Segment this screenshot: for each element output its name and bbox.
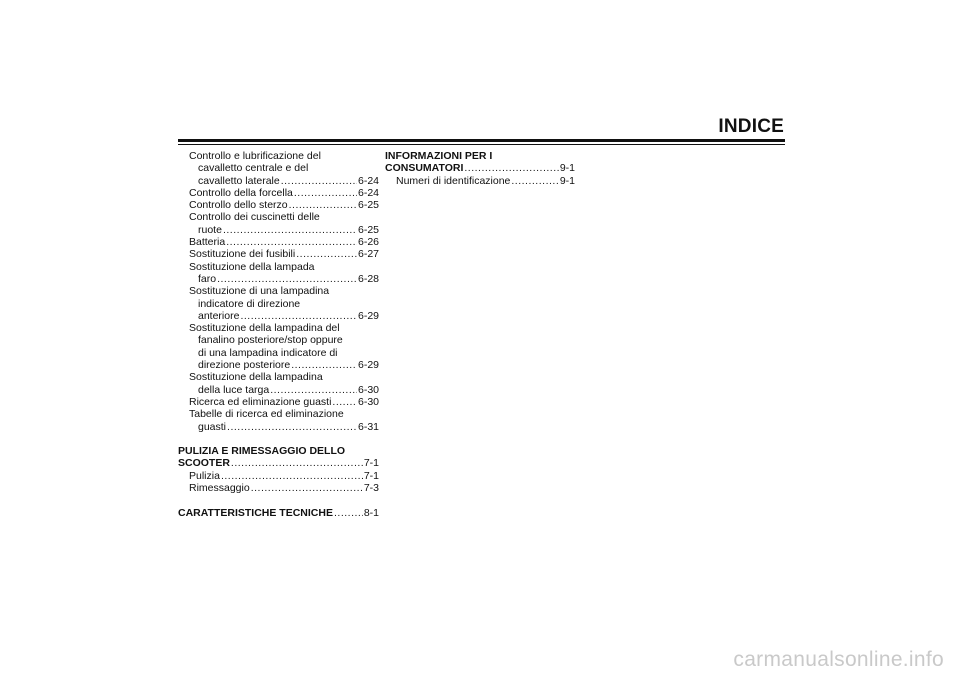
toc-spacer	[178, 433, 379, 445]
toc-entry-text: Pulizia	[189, 469, 220, 482]
toc-entry	[178, 162, 379, 174]
toc-leader-dots	[231, 457, 363, 469]
toc-page-number: 9-1	[559, 162, 575, 175]
toc-entry-text: direzione posteriore	[198, 359, 291, 372]
toc-page-number: 7-3	[363, 482, 379, 495]
toc-leader-dots	[221, 470, 363, 482]
toc-page-number: 6-25	[357, 223, 379, 236]
toc-page-number: 6-28	[357, 272, 379, 285]
toc-entry-text: cavalletto centrale e del	[198, 162, 309, 175]
toc-page-number: 8-1	[363, 506, 379, 519]
toc-leader-dots	[223, 224, 357, 236]
toc-entry-text: di una lampadina indicatore di	[198, 346, 338, 359]
toc-left-column	[178, 150, 379, 519]
toc-entry	[178, 347, 379, 359]
toc-page-number: 6-29	[357, 309, 379, 322]
toc-entry	[178, 211, 379, 223]
toc-page-number: 7-1	[363, 469, 379, 482]
toc-entry	[178, 236, 379, 248]
toc-entry-text: Sostituzione dei fusibili	[189, 248, 296, 261]
toc-entry	[178, 175, 379, 187]
toc-entry-text: CONSUMATORI	[385, 162, 464, 175]
toc-entry	[385, 175, 575, 187]
toc-entry	[178, 273, 379, 285]
toc-section-entry	[178, 457, 379, 469]
toc-entry	[178, 298, 379, 310]
toc-entry-text: Sostituzione della lampada	[189, 260, 315, 273]
toc-page-number: 9-1	[559, 174, 575, 187]
toc-entry	[178, 261, 379, 273]
toc-page-number: 6-26	[357, 236, 379, 249]
toc-entry-text: Batteria	[189, 236, 226, 249]
toc-entry-text: cavalletto laterale	[198, 174, 280, 187]
header-rule-thin	[178, 144, 785, 145]
toc-page-number: 7-1	[363, 457, 379, 470]
toc-leader-dots	[294, 187, 357, 199]
toc-entry	[178, 408, 379, 420]
toc-page-number: 6-29	[357, 359, 379, 372]
toc-entry-text: Controllo dello sterzo	[189, 199, 288, 212]
header-rule	[178, 139, 785, 142]
toc-entry	[178, 150, 379, 162]
toc-page-number: 6-30	[357, 395, 379, 408]
toc-entry	[178, 285, 379, 297]
toc-leader-dots	[464, 162, 558, 174]
toc-leader-dots	[332, 396, 357, 408]
toc-entry-text: Sostituzione della lampadina	[189, 371, 323, 384]
toc-entry-text: guasti	[198, 420, 227, 433]
toc-leader-dots	[511, 175, 558, 187]
toc-leader-dots	[227, 421, 357, 433]
toc-page-number: 6-30	[357, 383, 379, 396]
toc-entry	[178, 396, 379, 408]
toc-entry-text: SCOOTER	[178, 457, 230, 470]
toc-leader-dots	[281, 175, 357, 187]
toc-entry-text: Controllo e lubrificazione del	[189, 150, 321, 162]
toc-leader-dots	[226, 236, 357, 248]
toc-leader-dots	[291, 359, 357, 371]
toc-entry-text: INFORMAZIONI PER I	[385, 150, 493, 162]
toc-spacer	[178, 494, 379, 506]
toc-entry-text: indicatore di direzione	[198, 297, 301, 310]
toc-entry	[178, 371, 379, 383]
toc-section-entry	[385, 162, 575, 174]
toc-page-number: 6-31	[357, 420, 379, 433]
toc-leader-dots	[217, 273, 357, 285]
toc-entry	[178, 359, 379, 371]
toc-entry-text: Ricerca ed eliminazione guasti	[189, 395, 332, 408]
toc-entry	[178, 248, 379, 260]
toc-entry	[178, 224, 379, 236]
toc-entry-text: ruote	[198, 223, 222, 236]
toc-entry-text: fanalino posteriore/stop oppure	[198, 334, 343, 347]
toc-leader-dots	[334, 507, 363, 519]
toc-entry	[178, 334, 379, 346]
toc-right-column	[385, 150, 575, 187]
toc-page-number: 6-27	[357, 248, 379, 261]
toc-entry	[178, 482, 379, 494]
toc-entry	[178, 187, 379, 199]
toc-entry	[178, 384, 379, 396]
toc-entry	[178, 421, 379, 433]
toc-entry-text: Sostituzione della lampadina del	[189, 322, 340, 335]
toc-leader-dots	[270, 384, 357, 396]
toc-entry-text: anteriore	[198, 309, 240, 322]
toc-entry	[178, 322, 379, 334]
toc-entry	[178, 199, 379, 211]
toc-entry	[178, 470, 379, 482]
toc-leader-dots	[289, 199, 357, 211]
toc-entry-text: Numeri di identificazione	[396, 174, 511, 187]
toc-section-entry	[178, 445, 379, 457]
toc-entry-text: CARATTERISTICHE TECNICHE	[178, 506, 333, 519]
page-title: INDICE	[718, 116, 784, 137]
toc-entry-text: Rimessaggio	[189, 482, 250, 495]
toc-page-number: 6-24	[357, 174, 379, 187]
toc-section-entry	[178, 507, 379, 519]
toc-leader-dots	[251, 482, 363, 494]
toc-leader-dots	[296, 248, 357, 260]
watermark-text: carmanualsonline.info	[733, 648, 944, 671]
toc-entry	[178, 310, 379, 322]
toc-entry-text: Controllo dei cuscinetti delle	[189, 211, 320, 224]
toc-page-number: 6-24	[357, 186, 379, 199]
toc-entry-text: della luce targa	[198, 383, 270, 396]
toc-entry-text: Sostituzione di una lampadina	[189, 285, 330, 298]
toc-entry-text: Tabelle di ricerca ed eliminazione	[189, 408, 344, 421]
toc-leader-dots	[240, 310, 357, 322]
toc-page-number: 6-25	[357, 199, 379, 212]
toc-entry-text: PULIZIA E RIMESSAGGIO DELLO	[178, 445, 346, 458]
toc-entry-text: Controllo della forcella	[189, 186, 293, 199]
toc-section-entry	[385, 150, 575, 162]
toc-entry-text: faro	[198, 272, 217, 285]
